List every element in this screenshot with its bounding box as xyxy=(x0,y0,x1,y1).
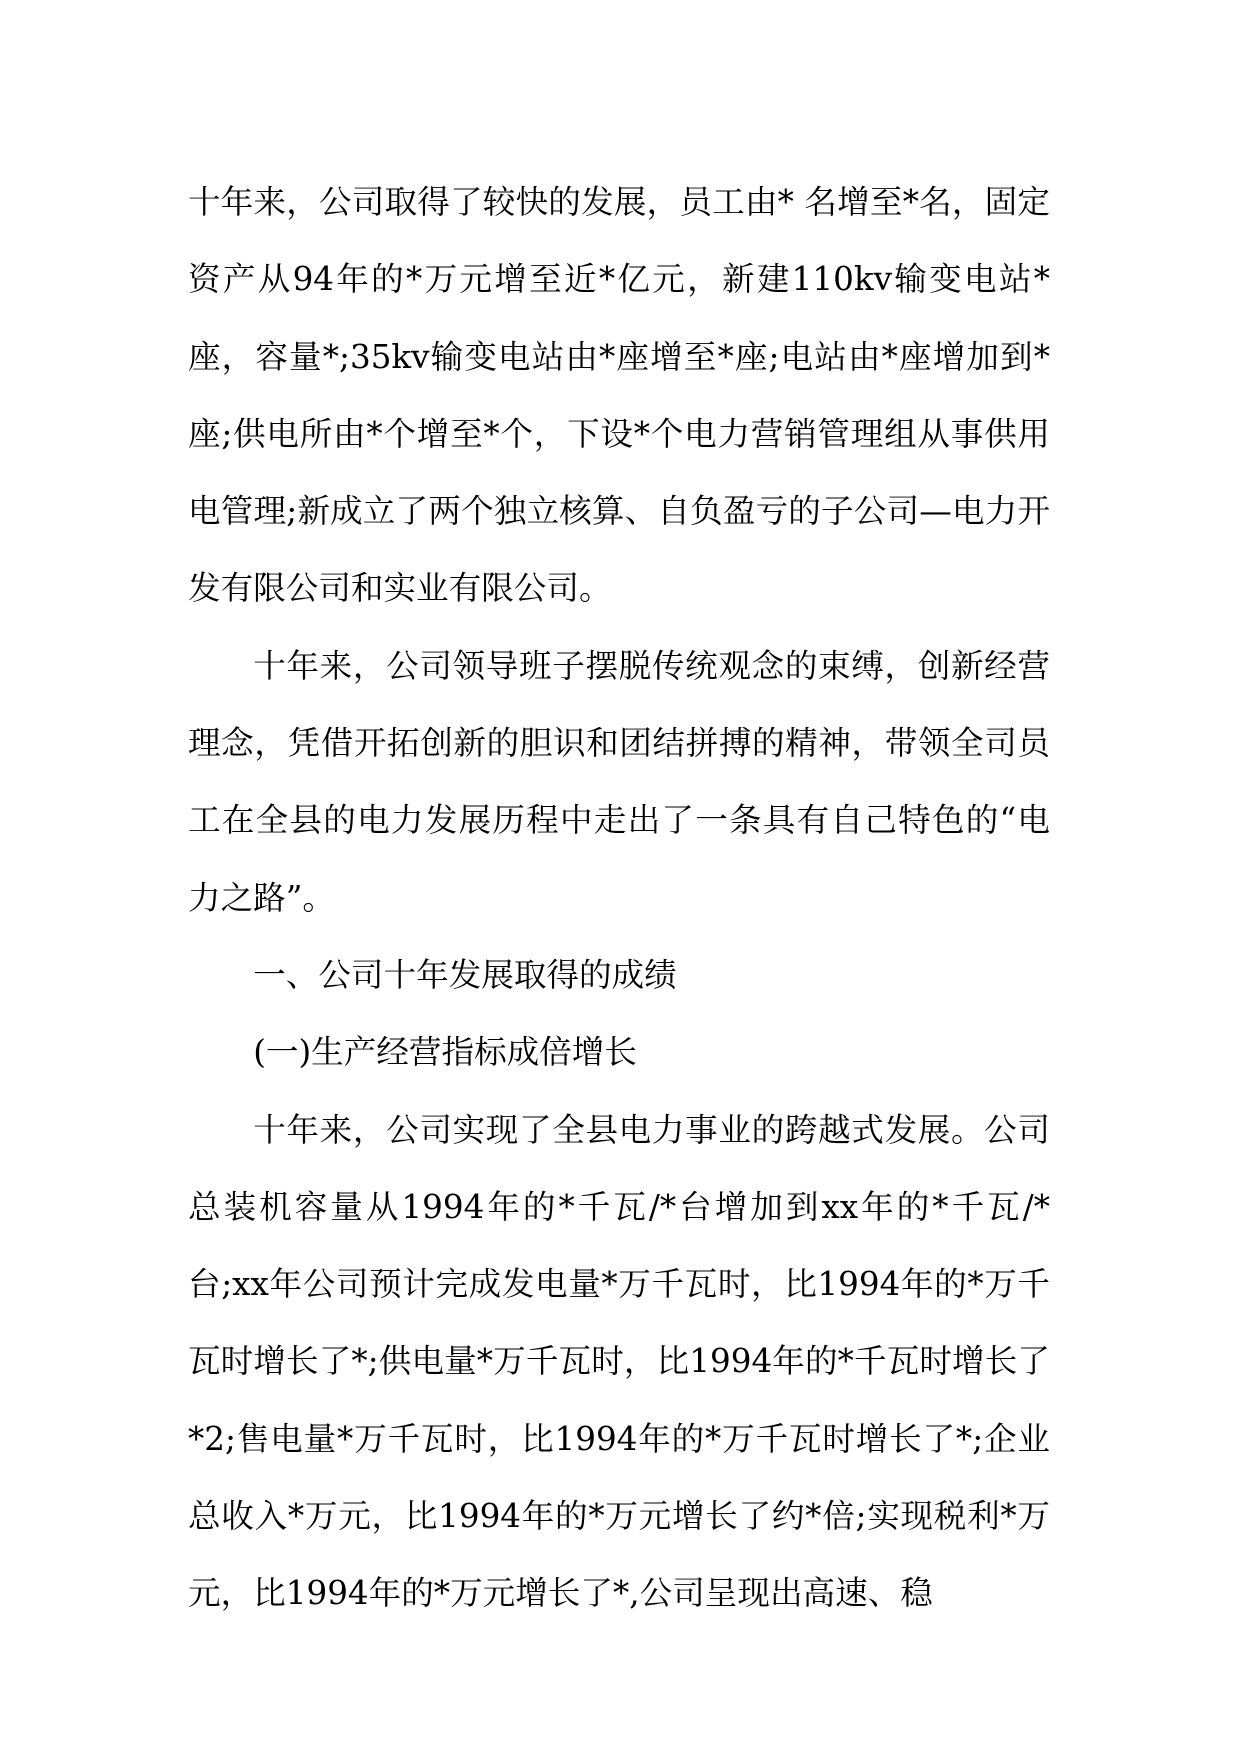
paragraph-leadership: 十年来，公司领导班子摆脱传统观念的束缚，创新经营理念，凭借开拓创新的胆识和团结拼搏的精神，带领全司员工在全县的电力发展历程中走出了一条具有自己特色的“电力之路”。 xyxy=(188,646,1050,917)
paragraph-company-growth: 十年来，公司取得了较快的发展，员工由* 名增至*名，固定资产从94年的*万元增至近*亿元，新建110kv输变电站*座，容量*;35kv输变电站由*座增至*座;电站由*座增加到*座;供电所由*个增至*个，下设*个电力营销管理组从事供用电管理;新成立了两个独立核算、自负盈亏的子公司—电力开发有限公司和实业有限公司。 xyxy=(188,183,1050,608)
section-heading: 一、公司十年发展取得的成绩 xyxy=(253,955,677,994)
subsection-heading: (一)生产经营指标成倍增长 xyxy=(253,1033,637,1072)
document-body xyxy=(188,164,1050,1633)
paragraph-production-indicators: 十年来，公司实现了全县电力事业的跨越式发展。公司总装机容量从1994年的*千瓦/*台增加到xx年的*千瓦/*台;xx年公司预计完成发电量*万千瓦时，比1994年的*万千瓦时增长了*;供电量*万千瓦时，比1994年的*千瓦时增长了*2;售电量*万千瓦时，比1994年的*万千瓦时增长了*;企业总收入*万元，比1994年的*万元增长了约*倍;实现税利*万元，比1994年的*万元增长了*,公司呈现出高速、稳 xyxy=(188,1110,1050,1613)
